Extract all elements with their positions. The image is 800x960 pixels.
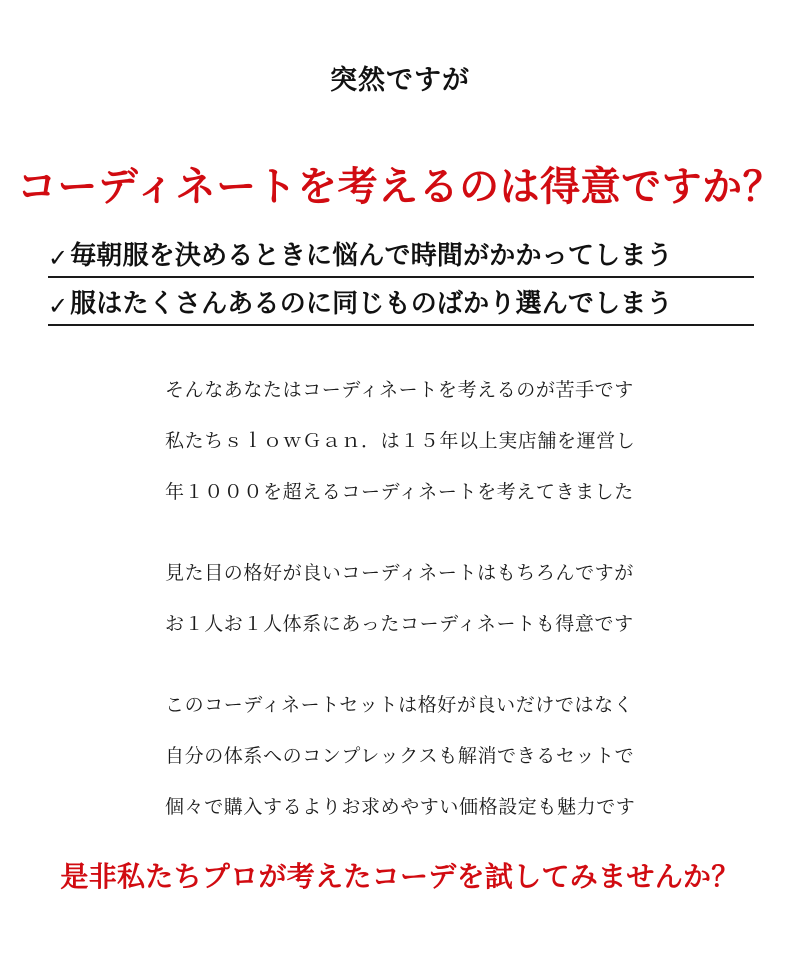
check-icon: ✓ bbox=[48, 292, 69, 320]
paragraph-line: 私たちｓｌｏｗＧａｎ．は１５年以上実店舗を運営し bbox=[165, 430, 636, 452]
page-title: コーディネートを考えるのは得意ですか？ bbox=[16, 164, 784, 210]
checklist-item bbox=[48, 236, 754, 278]
closing-call-to-action: 是非私たちプロが考えたコーデを試してみませんか？ bbox=[60, 860, 740, 893]
check-icon: ✓ bbox=[48, 244, 69, 272]
checklist bbox=[48, 236, 754, 332]
paragraph-line: 年１０００を超えるコーディネートを考えてきました bbox=[165, 481, 634, 503]
checklist-item bbox=[48, 284, 754, 326]
paragraph-line: 自分の体系へのコンプレックスも解消できるセットで bbox=[165, 745, 635, 767]
checklist-item-label: 服はたくさんあるのに同じものばかり選んでしまう bbox=[70, 289, 673, 319]
paragraph-line: 個々で購入するよりお求めやすい価格設定も魅力です bbox=[165, 796, 636, 818]
paragraph bbox=[165, 680, 685, 833]
paragraph-line: このコーディネートセットは格好が良いだけではなく bbox=[165, 694, 634, 716]
paragraph-line: お１人お１人体系にあったコーディネートも得意です bbox=[165, 613, 634, 635]
eyebrow-heading: 突然ですが bbox=[330, 65, 470, 96]
paragraph-line: 見た目の格好が良いコーディネートはもちろんですが bbox=[165, 562, 634, 584]
body-copy bbox=[165, 365, 685, 833]
paragraph-line: そんなあなたはコーディネートを考えるのが苦手です bbox=[165, 379, 634, 401]
paragraph bbox=[165, 548, 685, 650]
checklist-item-label: 毎朝服を決めるときに悩んで時間がかかってしまう bbox=[70, 241, 673, 271]
paragraph bbox=[165, 365, 685, 518]
